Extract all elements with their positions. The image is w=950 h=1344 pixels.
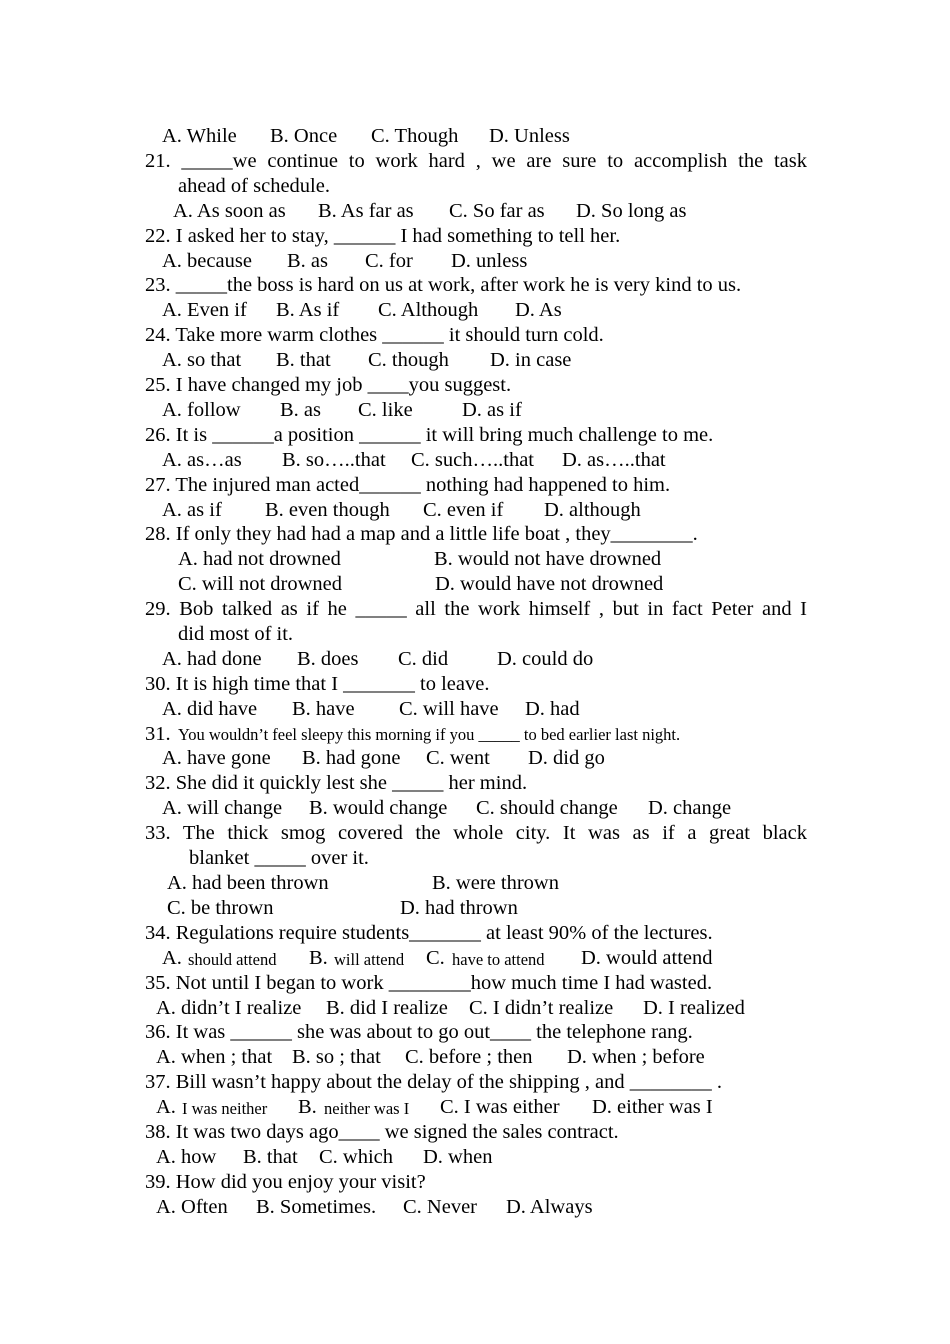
option-text: D. did go xyxy=(528,747,605,769)
option-text: A. have gone xyxy=(162,747,271,769)
option-text: D. although xyxy=(544,499,641,521)
option-text: D. unless xyxy=(451,250,528,272)
option-text: A. didn’t I realize xyxy=(156,997,302,1019)
option-text: D. when xyxy=(423,1146,493,1168)
option-text: A. how xyxy=(156,1146,217,1168)
option-text: A. had not drowned xyxy=(178,548,341,570)
option-text: A. when ; that xyxy=(156,1046,273,1068)
option-text: D. Unless xyxy=(489,125,570,147)
option-text: D. as if xyxy=(462,399,522,421)
option-text: C. even if xyxy=(423,499,504,521)
question-text: blanket _____ over it. xyxy=(189,847,369,869)
option-text: C. Never xyxy=(403,1196,478,1218)
question-text: 29. Bob talked as if he _____ all the work himself , but in fact Peter and I xyxy=(145,598,807,620)
option-text: should attend xyxy=(188,950,277,969)
question-text: 22. I asked her to stay, ______ I had something to tell her. xyxy=(145,225,621,247)
option-text: C. went xyxy=(426,747,490,769)
question-text: 30. It is high time that I _______ to leave. xyxy=(145,673,490,695)
option-text: A. had been thrown xyxy=(167,872,329,894)
option-text: B. Sometimes. xyxy=(256,1196,377,1218)
option-text: D. So long as xyxy=(576,200,687,222)
option-text: B. did I realize xyxy=(326,997,448,1019)
question-text: You wouldn’t feel sleepy this morning if you _____ to bed earlier last night. xyxy=(178,725,681,744)
option-text: C. will have xyxy=(399,698,499,720)
option-text: I was neither xyxy=(182,1099,268,1118)
question-text: 21. _____we continue to work hard , we are sure to accomplish the task xyxy=(145,150,807,172)
option-text: B. have xyxy=(292,698,355,720)
option-text: C. So far as xyxy=(449,200,545,222)
option-text: A. While xyxy=(162,125,237,147)
option-text: C. be thrown xyxy=(167,897,274,919)
option-text: C. should change xyxy=(476,797,618,819)
option-text: A. Often xyxy=(156,1196,228,1218)
question-text: 26. It is ______a position ______ it will bring much challenge to me. xyxy=(145,424,714,446)
option-text: C. for xyxy=(365,250,413,272)
question-text: 32. She did it quickly lest she _____ her mind. xyxy=(145,772,528,794)
option-text: C. did xyxy=(398,648,449,670)
option-text: D. either was I xyxy=(592,1096,713,1118)
option-text: A. because xyxy=(162,250,252,272)
option-text: B. as xyxy=(280,399,321,421)
option-text: C. before ; then xyxy=(405,1046,533,1068)
option-letter: C. xyxy=(426,947,445,969)
question-text: 28. If only they had had a map and a little life boat , they________. xyxy=(145,523,698,545)
option-text: D. I realized xyxy=(643,997,745,1019)
option-text: B. Once xyxy=(270,125,338,147)
question-text: 39. How did you enjoy your visit? xyxy=(145,1171,426,1193)
option-text: A. Even if xyxy=(162,299,247,321)
question-text: 34. Regulations require students_______ at least 90% of the lectures. xyxy=(145,922,713,944)
question-text: 35. Not until I began to work ________how much time I had wasted. xyxy=(145,972,713,994)
option-text: D. as…..that xyxy=(562,449,666,471)
option-text: B. even though xyxy=(265,499,390,521)
option-text: will attend xyxy=(334,950,405,969)
option-text: D. Always xyxy=(506,1196,593,1218)
question-text: 36. It was ______ she was about to go out____ the telephone rang. xyxy=(145,1021,693,1043)
question-text: 27. The injured man acted______ nothing had happened to him. xyxy=(145,474,671,496)
option-text: D. would attend xyxy=(581,947,713,969)
option-text: C. such…..that xyxy=(411,449,534,471)
option-text: C. I was either xyxy=(440,1096,560,1118)
option-text: B. that xyxy=(243,1146,298,1168)
option-letter: A. xyxy=(156,1096,176,1118)
question-text: did most of it. xyxy=(178,623,294,645)
option-text: neither was I xyxy=(324,1099,410,1118)
option-text: D. would have not drowned xyxy=(435,573,664,595)
option-text: D. in case xyxy=(490,349,572,371)
option-text: B. does xyxy=(297,648,359,670)
option-text: B. were thrown xyxy=(432,872,559,894)
option-text: D. when ; before xyxy=(567,1046,705,1068)
option-text: D. could do xyxy=(497,648,594,670)
option-text: B. so ; that xyxy=(292,1046,381,1068)
option-text: D. had xyxy=(525,698,580,720)
option-letter: B. xyxy=(309,947,328,969)
question-text: 37. Bill wasn’t happy about the delay of the shipping , and ________ . xyxy=(145,1071,722,1093)
option-text: C. I didn’t realize xyxy=(469,997,614,1019)
option-text: B. had gone xyxy=(302,747,401,769)
option-text: C. will not drowned xyxy=(178,573,342,595)
option-text: B. so…..that xyxy=(282,449,386,471)
option-text: B. would change xyxy=(309,797,448,819)
option-text: D. As xyxy=(515,299,562,321)
option-text: A. so that xyxy=(162,349,242,371)
option-text: C. though xyxy=(368,349,449,371)
option-text: A. will change xyxy=(162,797,283,819)
option-letter: A. xyxy=(162,947,182,969)
option-text: C. Though xyxy=(371,125,459,147)
question-text: ahead of schedule. xyxy=(178,175,330,197)
question-text: 23. _____the boss is hard on us at work, after work he is very kind to us. xyxy=(145,274,742,296)
option-text: C. like xyxy=(358,399,413,421)
option-text: B. that xyxy=(276,349,331,371)
option-text: D. change xyxy=(648,797,732,819)
option-text: A. As soon as xyxy=(173,200,286,222)
option-text: B. would not have drowned xyxy=(434,548,662,570)
option-text: B. as xyxy=(287,250,328,272)
option-text: A. did have xyxy=(162,698,258,720)
question-text: 24. Take more warm clothes ______ it should turn cold. xyxy=(145,324,604,346)
question-number: 31. xyxy=(145,723,171,745)
option-text: D. had thrown xyxy=(400,897,518,919)
option-text: B. As if xyxy=(276,299,340,321)
option-text: C. Although xyxy=(378,299,479,321)
question-text: 38. It was two days ago____ we signed the sales contract. xyxy=(145,1121,619,1143)
option-text: A. had done xyxy=(162,648,262,670)
option-text: B. As far as xyxy=(318,200,414,222)
option-text: A. follow xyxy=(162,399,241,421)
option-text: A. as…as xyxy=(162,449,242,471)
option-text: have to attend xyxy=(452,950,545,969)
option-text: A. as if xyxy=(162,499,222,521)
option-letter: B. xyxy=(298,1096,317,1118)
question-text: 33. The thick smog covered the whole city. It was as if a great black xyxy=(145,822,807,844)
question-text: 25. I have changed my job ____you suggest. xyxy=(145,374,512,396)
option-text: C. which xyxy=(319,1146,394,1168)
